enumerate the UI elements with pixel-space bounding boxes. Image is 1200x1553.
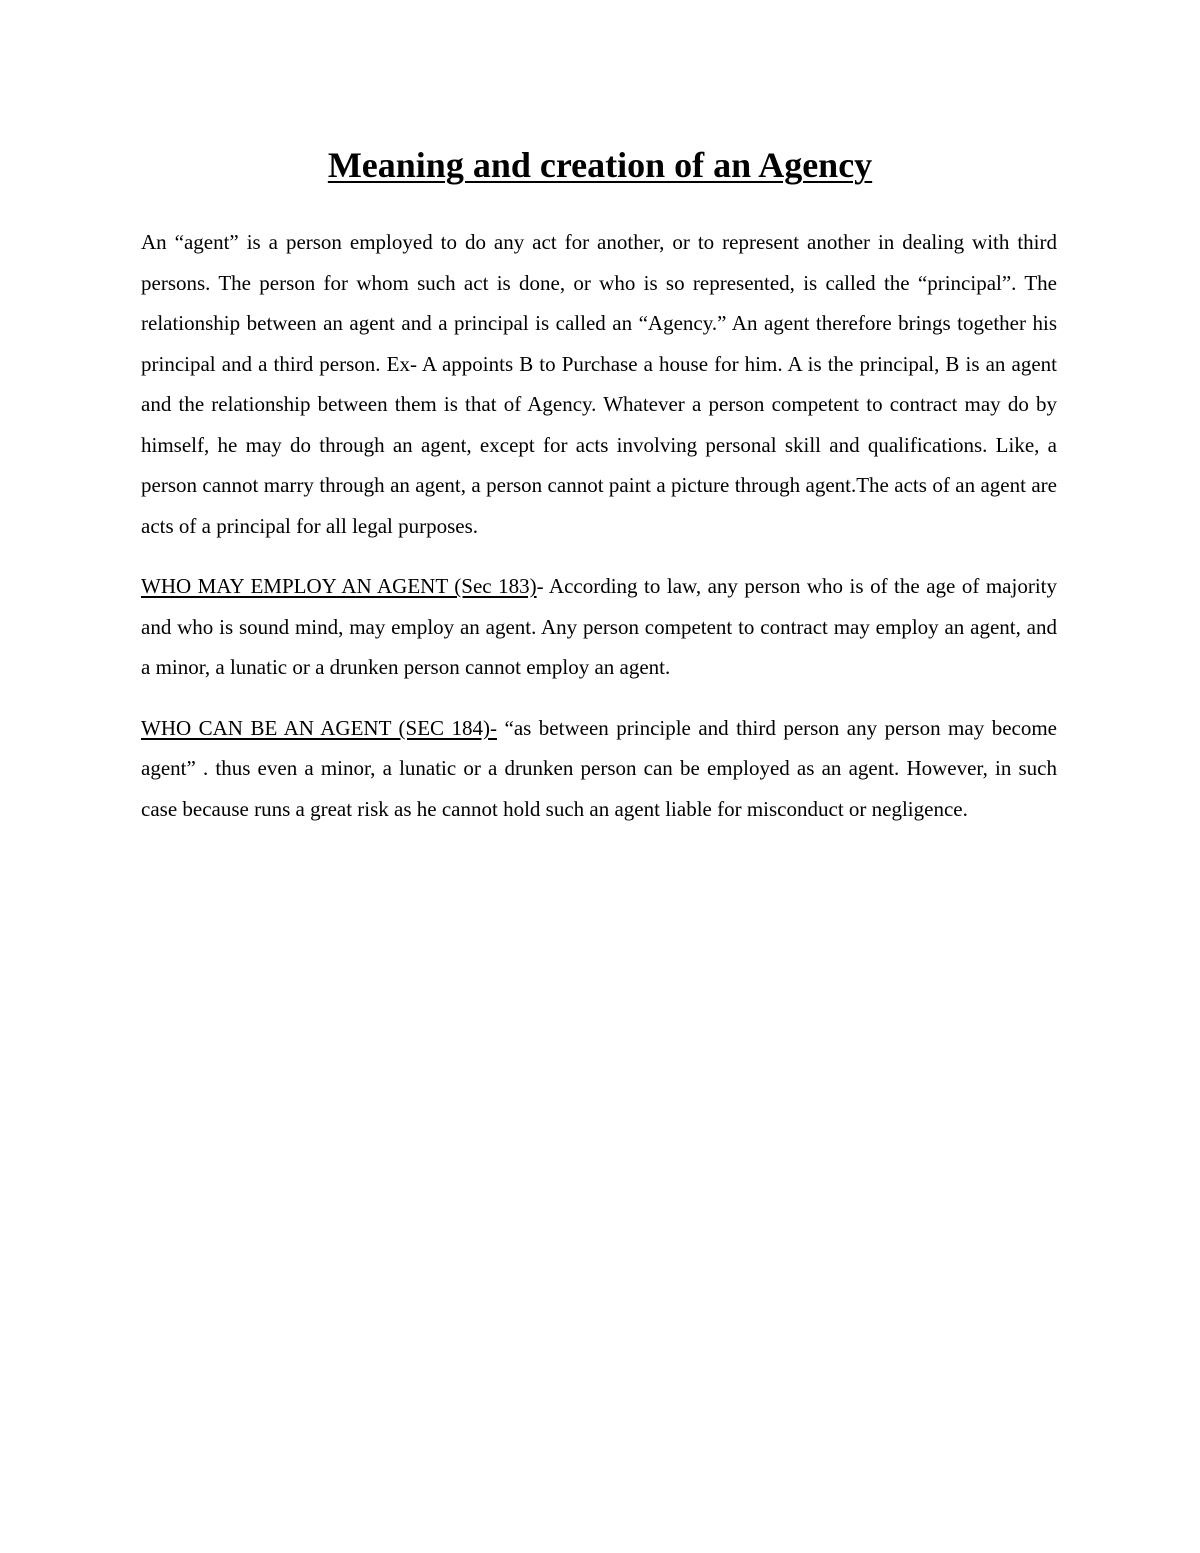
intro-paragraph: An “agent” is a person employed to do any act for another, or to represent another in dealing with third persons. The person for whom such act is done, or who is so represented, is called the “principal”. The relationship between an agent and a principal is called an “Agency.” An agent therefore brings together his principal and a third person. Ex- A appoints B to Purchase a house for him. A is the principal, B is an agent and the relationship between them is that of Agency. Whatever a person competent to contract may do by himself, he may do through an agent, except for acts involving personal skill and qualifications. Like, a person cannot marry through an agent, a person cannot paint a picture through agent.The acts of an agent are acts of a principal for all legal purposes. bbox=[141, 230, 1057, 538]
section-heading-employ-agent: WHO MAY EMPLOY AN AGENT (Sec 183) bbox=[141, 574, 537, 598]
document-body bbox=[141, 222, 1057, 849]
section-employ-agent bbox=[141, 566, 1057, 688]
page-title: Meaning and creation of an Agency bbox=[327, 145, 873, 185]
section-text-who-can-be-agent: “as between principle and third person any person may become agent” . thus even a minor, a lunatic or a drunken person can be employed as an agent. However, in such case because runs a great risk as he cannot hold such an agent liable for misconduct or negligence. bbox=[141, 715, 1057, 821]
section-text-employ-agent: - According to law, any person who is of the age of majority and who is sound mind, may employ an agent. Any person competent to contract may employ an agent, and a minor, a lunatic or a drunken person cannot employ an agent. bbox=[141, 574, 1057, 679]
section-who-can-be-agent bbox=[141, 708, 1057, 830]
section-heading-who-can-be-agent: WHO CAN BE AN AGENT (SEC 184)- bbox=[141, 715, 498, 740]
